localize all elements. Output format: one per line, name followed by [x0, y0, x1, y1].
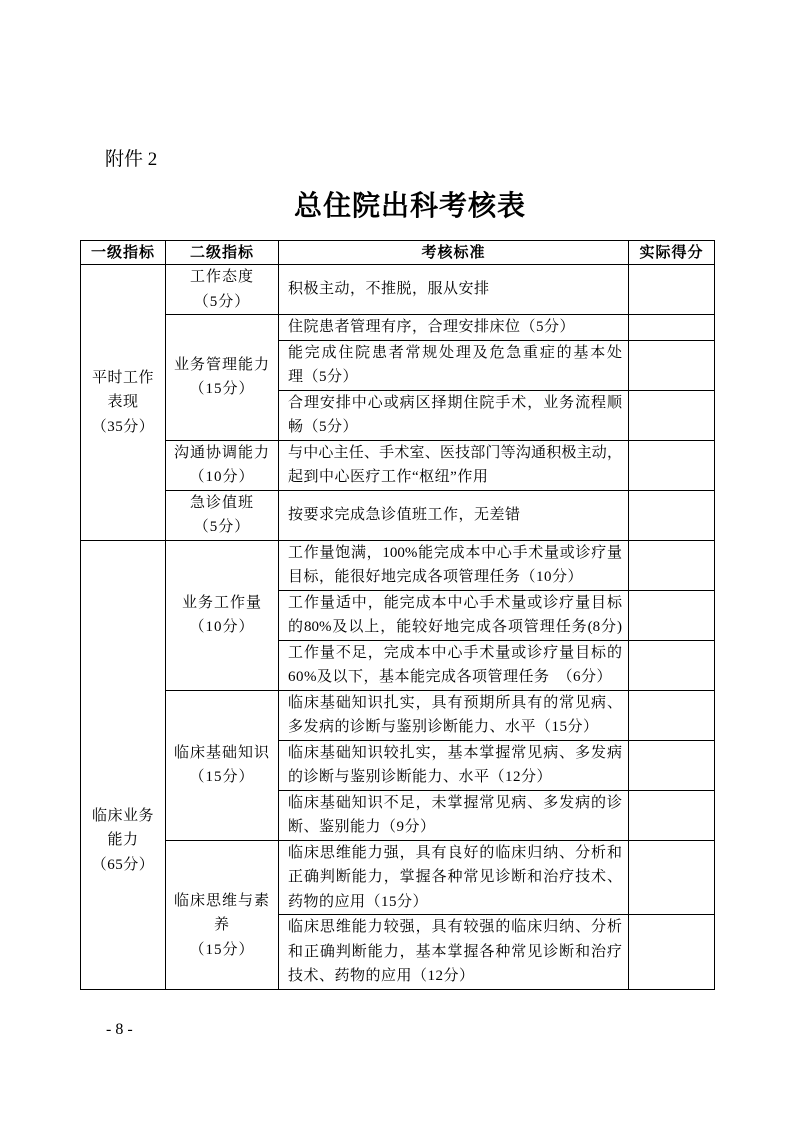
header-score: 实际得分: [629, 241, 715, 265]
criteria-cell: [279, 640, 629, 690]
score-cell: [629, 840, 715, 915]
criteria-line: 住院患者管理有序，合理安排床位（5分）: [288, 319, 576, 335]
table-row: [81, 540, 715, 590]
score-cell: [629, 315, 715, 341]
criteria-cell: [279, 740, 629, 790]
level1-label-line: 表现: [107, 394, 139, 410]
level2-label-line: （15分）: [189, 941, 255, 958]
level2-label-line: 临床思维与素: [173, 892, 270, 909]
level1-cell-clinical-ability: [81, 540, 166, 989]
criteria-line: 药物的应用（15分）: [288, 893, 429, 910]
table-row: [81, 490, 715, 540]
criteria-line: 能完成住院患者常规处理及危急重症的基本处: [288, 344, 622, 361]
page-title: 总住院出科考核表: [294, 191, 527, 222]
score-cell: [629, 640, 715, 690]
table-row: [81, 840, 715, 915]
page-number: - 8 -: [106, 1021, 133, 1038]
level2-cell-emergency-duty: [166, 490, 279, 540]
criteria-line: 目标，能很好地完成各项管理任务（10分）: [288, 569, 584, 585]
criteria-line: 畅（5分）: [288, 419, 359, 435]
criteria-line: 和正确判断能力，基本掌握各种常见诊断和治疗: [288, 943, 622, 960]
level1-label-line: （65分）: [91, 856, 155, 873]
level2-label-line: （5分）: [193, 293, 251, 310]
level2-label-line: 业务管理能力: [173, 356, 270, 373]
score-cell: [629, 490, 715, 540]
level2-label-line: 养: [213, 917, 230, 933]
header-criteria: 考核标准: [279, 241, 629, 265]
level2-cell-communication: [166, 440, 279, 490]
level2-cell-work-attitude: [166, 265, 279, 315]
criteria-line: 积极主动，不推脱，服从安排: [288, 281, 490, 298]
criteria-cell: [279, 690, 629, 740]
criteria-cell: [279, 590, 629, 640]
criteria-cell: [279, 390, 629, 440]
level2-label-line: （15分）: [189, 381, 255, 398]
criteria-cell: [279, 840, 629, 915]
criteria-line: 合理安排中心或病区择期住院手术，业务流程顺: [288, 394, 622, 411]
score-cell: [629, 440, 715, 490]
criteria-cell: [279, 915, 629, 990]
criteria-line: 工作量适中，能完成本中心手术量或诊疗量目标: [288, 594, 622, 611]
criteria-line: 工作量不足，完成本中心手术量或诊疗量目标的: [288, 644, 622, 661]
level2-cell-business-management: [166, 315, 279, 441]
criteria-line: 的诊断与鉴别诊断能力、水平（12分）: [288, 769, 553, 785]
assessment-table: [80, 240, 715, 990]
level2-label-line: 急诊值班: [189, 494, 254, 511]
level1-cell-daily-performance: [81, 265, 166, 541]
criteria-line: 临床思维能力较强，具有较强的临床归纳、分析: [288, 919, 622, 935]
criteria-line: 与中心主任、手术室、医技部门等沟通积极主动，: [288, 444, 622, 461]
score-cell: [629, 590, 715, 640]
level2-cell-clinical-thinking: [166, 840, 279, 989]
criteria-line: 起到中心医疗工作“枢纽”作用: [288, 469, 489, 485]
header-level1: 一级指标: [81, 241, 166, 265]
criteria-cell: [279, 315, 629, 341]
attachment-label: 附件 2: [105, 149, 158, 170]
table-row: [81, 440, 715, 490]
score-cell: [629, 790, 715, 840]
criteria-line: 临床基础知识不足，未掌握常见病、多发病的诊: [288, 794, 622, 811]
criteria-line: 的80%及以上，能较好地完成各项管理任务(8分): [288, 619, 622, 635]
criteria-line: 理（5分）: [288, 369, 359, 385]
score-cell: [629, 265, 715, 315]
criteria-line: 工作量饱满，100%能完成本中心手术量或诊疗量: [288, 544, 622, 561]
score-cell: [629, 690, 715, 740]
score-cell: [629, 340, 715, 390]
level1-label-line: 平时工作: [91, 369, 154, 386]
criteria-cell: [279, 540, 629, 590]
criteria-cell: [279, 340, 629, 390]
level2-label-line: （10分）: [189, 619, 255, 635]
criteria-line: 临床基础知识较扎实，基本掌握常见病、多发病: [288, 744, 622, 761]
criteria-line: 60%及以下，基本能完成各项管理任务 （6分）: [288, 669, 612, 685]
score-cell: [629, 540, 715, 590]
criteria-cell: [279, 265, 629, 315]
level2-cell-workload: [166, 540, 279, 690]
criteria-line: 临床思维能力强，具有良好的临床归纳、分析和: [288, 844, 622, 861]
level1-label-line: （35分）: [91, 418, 155, 435]
level2-cell-clinical-knowledge: [166, 690, 279, 840]
score-cell: [629, 740, 715, 790]
criteria-line: 正确判断能力，掌握各种常见诊断和治疗技术、: [288, 869, 622, 885]
criteria-cell: [279, 490, 629, 540]
score-cell: [629, 915, 715, 990]
level2-label-line: 工作态度: [189, 269, 254, 285]
criteria-line: 临床基础知识扎实，具有预期所具有的常见病、: [288, 694, 622, 711]
criteria-line: 断、鉴别能力（9分）: [288, 819, 436, 835]
criteria-line: 技术、药物的应用（12分）: [288, 968, 475, 984]
table-row: [81, 265, 715, 315]
score-cell: [629, 390, 715, 440]
criteria-cell: [279, 790, 629, 840]
criteria-line: 多发病的诊断与鉴别诊断能力、水平（15分）: [288, 719, 599, 735]
level1-label-line: 临床业务: [91, 807, 154, 824]
header-level2: 二级指标: [166, 241, 279, 265]
level2-label-line: 沟通协调能力: [173, 444, 270, 461]
level2-label-line: （15分）: [189, 769, 255, 785]
level1-label-line: 能力: [107, 832, 139, 848]
level2-label-line: （5分）: [193, 519, 251, 535]
table-row: [81, 315, 715, 341]
criteria-line: 按要求完成急诊值班工作，无差错: [288, 506, 521, 523]
level2-label-line: （10分）: [189, 469, 255, 485]
level2-label-line: 业务工作量: [181, 594, 262, 611]
level2-label-line: 临床基础知识: [173, 744, 270, 761]
table-row: [81, 690, 715, 740]
header-row: [81, 241, 715, 265]
criteria-cell: [279, 440, 629, 490]
